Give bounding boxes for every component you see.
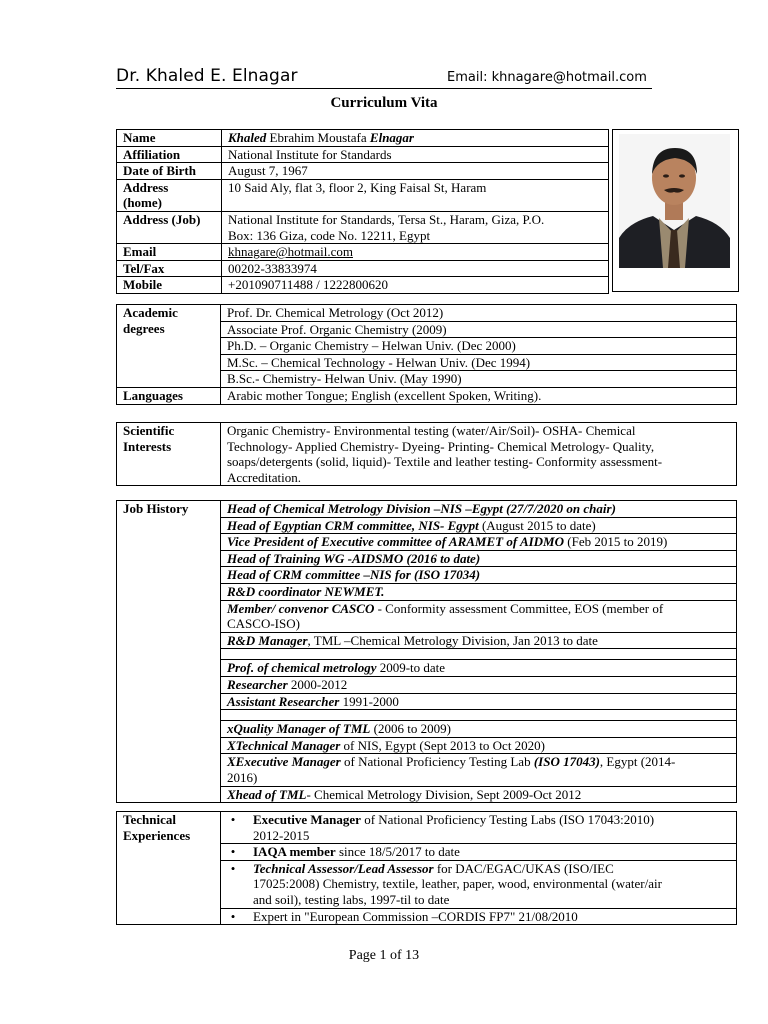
address-home-value: 10 Said Aly, flat 3, floor 2, King Faisal St, Haram	[222, 179, 609, 211]
job-item: Researcher 2000-2012	[221, 676, 737, 693]
page-number: Page 1 of 13	[348, 948, 420, 963]
languages-label: Languages	[117, 387, 221, 404]
first-name: Khaled	[228, 130, 267, 145]
job-spacer	[221, 649, 737, 660]
interests-table	[116, 422, 737, 486]
degree-item: Ph.D. – Organic Chemistry – Helwan Univ. (Dec 2000)	[221, 338, 737, 355]
author-name: Dr. Khaled E. Elnagar	[116, 66, 298, 86]
address-job-label: Address (Job)	[117, 211, 222, 243]
affiliation-label: Affiliation	[117, 146, 222, 163]
tel-value: 00202-33833974	[222, 260, 609, 277]
mobile-label: Mobile	[117, 277, 222, 294]
job-item: Prof. of chemical metrology 2009-to date	[221, 660, 737, 677]
email-link[interactable]: khnagare@hotmail.com	[228, 244, 353, 260]
job-item: xQuality Manager of TML (2006 to 2009)	[221, 721, 737, 738]
technical-item: • Expert in "European Commission –CORDIS FP7" 21/08/2010	[221, 908, 737, 925]
address-job-value: National Institute for Standards, Tersa St., Haram, Giza, P.O. Box: 136 Giza, code No. 12211, Egypt	[222, 211, 609, 243]
table-row	[117, 179, 609, 211]
academic-label: Academic degrees	[117, 305, 221, 388]
table-row	[117, 211, 609, 243]
photo-frame	[612, 129, 739, 292]
technical-item: • Executive Manager of National Proficiency Testing Labs (ISO 17043:2010) 2012-2015	[221, 812, 737, 844]
job-item: Xhead of TML- Chemical Metrology Division, Sept 2009-Oct 2012	[221, 786, 737, 803]
table-row	[117, 423, 737, 486]
name-value	[222, 130, 609, 147]
middle-name: Ebrahim Moustafa	[266, 130, 370, 145]
interests-value: Organic Chemistry- Environmental testing (water/Air/Soil)- OSHA- Chemical Technology- Applied Chemistry- Dyeing- Printing- Chemical Metrology- Quality, soaps/detergents (solid, liquid)- Textile and leather testing- Conformity assessment- Accreditation.	[221, 423, 737, 486]
job-item: Assistant Researcher 1991-2000	[221, 693, 737, 710]
email-value[interactable]	[222, 244, 609, 261]
job-item: Head of Chemical Metrology Division –NIS –Egypt (27/7/2020 on chair)	[221, 501, 737, 518]
job-spacer	[221, 710, 737, 721]
job-item: Member/ convenor CASCO - Conformity assessment Committee, EOS (member of CASCO-ISO)	[221, 600, 737, 632]
job-item: R&D Manager, TML –Chemical Metrology Division, Jan 2013 to date	[221, 632, 737, 649]
degree-item: Prof. Dr. Chemical Metrology (Oct 2012)	[221, 305, 737, 322]
tel-label: Tel/Fax	[117, 260, 222, 277]
technical-table	[116, 811, 737, 925]
interests-label: Scientific Interests	[117, 423, 221, 486]
academic-table	[116, 304, 737, 405]
address-home-label: Address (home)	[117, 179, 222, 211]
table-row	[117, 305, 737, 322]
table-row	[117, 387, 737, 404]
degree-item: B.Sc.- Chemistry- Helwan Univ. (May 1990)	[221, 371, 737, 388]
table-row	[117, 244, 609, 261]
table-row	[117, 163, 609, 180]
table-row	[117, 501, 737, 518]
name-label: Name	[117, 130, 222, 147]
job-item: XExecutive Manager of National Proficiency Testing Lab (ISO 17043), Egypt (2014- 2016)	[221, 754, 737, 786]
degree-item: M.Sc. – Chemical Technology - Helwan Univ. (Dec 1994)	[221, 354, 737, 371]
job-item: XTechnical Manager of NIS, Egypt (Sept 2013 to Oct 2020)	[221, 737, 737, 754]
personal-info-table	[116, 129, 609, 294]
job-item: Head of CRM committee –NIS for (ISO 17034)	[221, 567, 737, 584]
table-row	[117, 146, 609, 163]
job-item: Head of Egyptian CRM committee, NIS- Egypt (August 2015 to date)	[221, 517, 737, 534]
author-email: Email: khnagare@hotmail.com	[447, 70, 647, 85]
document-title: Curriculum Vita	[330, 95, 438, 111]
table-row	[117, 812, 737, 844]
affiliation-value: National Institute for Standards	[222, 146, 609, 163]
table-row	[117, 260, 609, 277]
last-name: Elnagar	[369, 130, 414, 145]
dob-label: Date of Birth	[117, 163, 222, 180]
technical-label: Technical Experiences	[117, 812, 221, 925]
dob-value: August 7, 1967	[222, 163, 609, 180]
technical-item: • Technical Assessor/Lead Assessor for DAC/EGAC/UKAS (ISO/IEC 17025:2008) Chemistry, textile, leather, paper, wood, environmental (water/air and soil), testing labs, 1997-til to date	[221, 860, 737, 908]
job-item: R&D coordinator NEWMET.	[221, 583, 737, 600]
languages-value: Arabic mother Tongue; English (excellent Spoken, Writing).	[221, 387, 737, 404]
mobile-value: +201090711488 / 1222800620	[222, 277, 609, 294]
table-row	[117, 277, 609, 294]
job-history-label: Job History	[117, 501, 221, 803]
technical-item: • IAQA member since 18/5/2017 to date	[221, 844, 737, 861]
email-label: Email	[117, 244, 222, 261]
degree-item: Associate Prof. Organic Chemistry (2009)	[221, 321, 737, 338]
job-history-table	[116, 500, 737, 803]
job-item: Vice President of Executive committee of ARAMET of AIDMO (Feb 2015 to 2019)	[221, 534, 737, 551]
profile-photo	[619, 134, 730, 268]
table-row	[117, 130, 609, 147]
header-rule	[116, 88, 652, 89]
job-item: Head of Training WG -AIDSMO (2016 to date)	[221, 550, 737, 567]
